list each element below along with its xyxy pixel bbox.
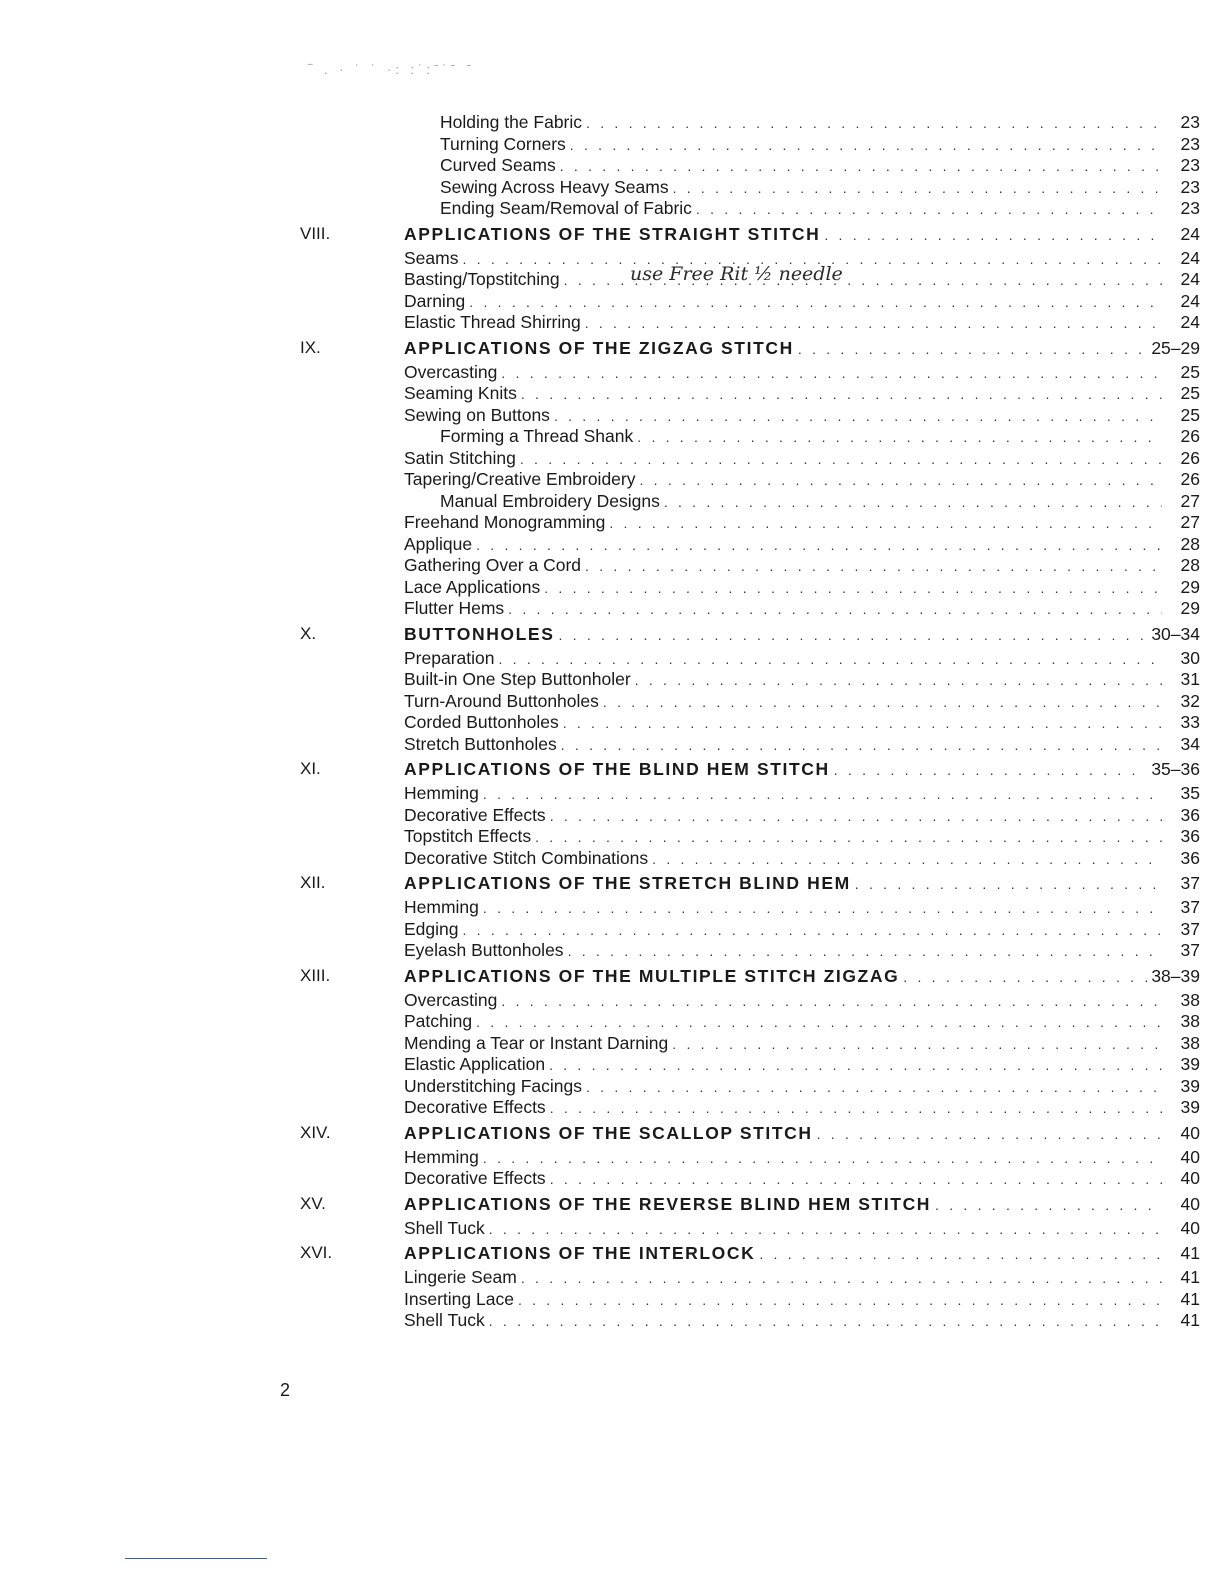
toc-entry-row <box>300 362 1200 384</box>
toc-entry-row <box>300 1076 1200 1098</box>
entry-label: Edging <box>404 918 459 939</box>
toc-entry-row <box>300 1168 1200 1190</box>
dot-leader <box>476 1014 1162 1030</box>
dot-leader <box>652 851 1162 867</box>
page-reference: 27 <box>1180 490 1200 511</box>
bottom-rule <box>125 1558 267 1559</box>
dot-leader <box>501 993 1162 1009</box>
toc-entry-row <box>300 383 1200 405</box>
dot-leader <box>563 715 1162 731</box>
entry-label: Shell Tuck <box>404 1310 485 1330</box>
section-numeral: XI. <box>300 759 321 778</box>
page-reference: 39 <box>1180 1075 1200 1096</box>
entry-label: Curved Seams <box>440 155 556 175</box>
page-reference: 35–36 <box>1151 759 1200 779</box>
handwritten-note: use Free Rit ½ needle <box>630 263 843 285</box>
page-reference: 41 <box>1180 1310 1200 1330</box>
page-reference: 27 <box>1180 512 1200 532</box>
page-reference: 36 <box>1180 826 1200 846</box>
entry-label: Decorative Effects <box>404 804 546 825</box>
entry-label: Elastic Thread Shirring <box>404 312 581 332</box>
dot-leader <box>508 601 1162 617</box>
dot-leader <box>483 900 1162 916</box>
section-title: APPLICATIONS OF THE INTERLOCK <box>404 1243 756 1263</box>
page-reference: 37 <box>1180 897 1200 917</box>
toc-entry-row <box>300 448 1200 470</box>
toc-entry-row <box>300 990 1200 1012</box>
entry-label: Overcasting <box>404 361 498 382</box>
section-numeral: XIV. <box>300 1122 331 1142</box>
entry-label: Holding the Fabric <box>440 112 583 132</box>
entry-label: Preparation <box>404 647 495 668</box>
toc-entry-row <box>300 134 1200 156</box>
section-title: APPLICATIONS OF THE SCALLOP STITCH <box>404 1122 813 1143</box>
entry-label: Flutter Hems <box>404 598 505 618</box>
toc-entry-row <box>300 648 1200 670</box>
entry-label: Tapering/Creative Embroidery <box>404 469 636 489</box>
dot-leader <box>609 515 1162 531</box>
dot-leader <box>483 1150 1162 1166</box>
section-title: APPLICATIONS OF THE STRAIGHT STITCH <box>404 223 821 244</box>
entry-label: Inserting Lace <box>404 1288 514 1309</box>
entry-label: Ending Seam/Removal of Fabric <box>440 198 692 218</box>
entry-label: Turn-Around Buttonholes <box>404 690 599 711</box>
page-reference: 38 <box>1180 989 1200 1010</box>
toc-section-row <box>300 873 1200 897</box>
section-numeral: XIII. <box>300 965 331 985</box>
toc-entry-row <box>300 1218 1200 1240</box>
page-reference: 28 <box>1180 533 1200 554</box>
page-reference: 24 <box>1180 269 1200 289</box>
entry-label: Overcasting <box>404 989 498 1010</box>
dot-leader <box>817 1126 1162 1142</box>
dot-leader <box>489 1313 1162 1329</box>
entry-label: Patching <box>404 1011 473 1031</box>
toc-entry-row <box>300 555 1200 577</box>
page-reference: 36 <box>1180 847 1200 868</box>
dot-leader <box>673 180 1162 196</box>
page-reference: 30 <box>1180 647 1200 668</box>
page-reference: 37 <box>1180 873 1200 893</box>
entry-label: Turning Corners <box>440 133 566 154</box>
dot-leader <box>476 537 1162 553</box>
toc-section-row <box>300 966 1200 990</box>
page-reference: 33 <box>1180 712 1200 732</box>
page-reference: 39 <box>1180 1054 1200 1074</box>
page-reference: 37 <box>1180 940 1200 960</box>
toc-entry-row <box>300 1011 1200 1033</box>
page-reference: 38 <box>1180 1032 1200 1053</box>
section-title: APPLICATIONS OF THE MULTIPLE STITCH ZIGZAG <box>404 965 900 986</box>
entry-label: Lace Applications <box>404 576 541 597</box>
page-reference: 26 <box>1180 426 1200 446</box>
dot-leader <box>603 694 1162 710</box>
section-title: APPLICATIONS OF THE BLIND HEM STITCH <box>404 759 830 779</box>
toc-entry-row <box>300 919 1200 941</box>
toc-entry-row <box>300 1097 1200 1119</box>
toc-entry-row <box>300 848 1200 870</box>
dot-leader <box>521 386 1162 402</box>
page-reference: 41 <box>1180 1267 1200 1287</box>
page-reference: 32 <box>1180 690 1200 711</box>
toc-section-row <box>300 1194 1200 1218</box>
toc-entry-row <box>300 155 1200 177</box>
toc-entry-row <box>300 1267 1200 1289</box>
page-reference: 37 <box>1180 918 1200 939</box>
dot-leader <box>935 1197 1162 1213</box>
toc-entry-row <box>300 669 1200 691</box>
dot-leader <box>585 315 1162 331</box>
page-reference: 25–29 <box>1151 337 1200 358</box>
page-reference: 31 <box>1180 669 1200 689</box>
toc-entry-row <box>300 1310 1200 1332</box>
toc-entry-row <box>300 1289 1200 1311</box>
page-reference: 40 <box>1180 1217 1200 1238</box>
toc-section-row <box>300 624 1200 648</box>
entry-label: Hemming <box>404 783 479 803</box>
dot-leader <box>664 494 1162 510</box>
toc-entry-row <box>300 198 1200 220</box>
dot-leader <box>568 943 1162 959</box>
page-reference: 41 <box>1180 1288 1200 1309</box>
page-reference: 40 <box>1180 1193 1200 1214</box>
dot-leader <box>635 672 1162 688</box>
section-numeral: X. <box>300 623 317 643</box>
toc-section-row <box>300 1243 1200 1267</box>
section-title: BUTTONHOLES <box>404 623 555 644</box>
toc-entry-row <box>300 691 1200 713</box>
page-reference: 23 <box>1180 133 1200 154</box>
entry-label: Darning <box>404 290 466 311</box>
dot-leader <box>560 158 1162 174</box>
entry-label: Lingerie Seam <box>404 1267 517 1287</box>
dot-leader <box>483 786 1162 802</box>
toc-entry-row <box>300 426 1200 448</box>
dot-leader <box>550 808 1162 824</box>
toc-entry-row <box>300 826 1200 848</box>
toc-entry-row <box>300 469 1200 491</box>
toc-section-row <box>300 1123 1200 1147</box>
toc-entry-row <box>300 177 1200 199</box>
page-reference: 40 <box>1180 1168 1200 1188</box>
entry-label: Hemming <box>404 897 479 917</box>
toc-entry-row <box>300 598 1200 620</box>
toc-entry-row <box>300 805 1200 827</box>
page-reference: 23 <box>1180 155 1200 175</box>
toc-entry-row <box>300 405 1200 427</box>
entry-label: Mending a Tear or Instant Darning <box>404 1032 669 1053</box>
entry-label: Elastic Application <box>404 1054 546 1074</box>
dot-leader <box>554 408 1162 424</box>
entry-label: Hemming <box>404 1146 479 1167</box>
toc-section-row <box>300 759 1200 783</box>
dot-leader <box>535 829 1162 845</box>
entry-label: Shell Tuck <box>404 1217 485 1238</box>
toc-entry-row <box>300 112 1200 134</box>
section-title: APPLICATIONS OF THE ZIGZAG STITCH <box>404 337 794 358</box>
entry-label: Sewing Across Heavy Seams <box>440 176 669 197</box>
section-numeral: XV. <box>300 1193 326 1213</box>
page-reference: 26 <box>1180 447 1200 468</box>
entry-label: Understitching Facings <box>404 1075 582 1096</box>
dot-leader <box>520 451 1162 467</box>
entry-label: Basting/Topstitching <box>404 269 560 289</box>
dot-leader <box>834 762 1148 778</box>
toc-entry-row <box>300 1054 1200 1076</box>
page-number: 2 <box>280 1380 291 1400</box>
entry-label: Stretch Buttonholes <box>404 733 557 754</box>
entry-label: Topstitch Effects <box>404 826 532 846</box>
dot-leader <box>824 227 1162 243</box>
page-reference: 25 <box>1180 404 1200 425</box>
dot-leader <box>550 1171 1162 1187</box>
dot-leader <box>469 294 1162 310</box>
table-of-contents <box>300 112 1200 1332</box>
section-title: APPLICATIONS OF THE STRETCH BLIND HEM <box>404 873 851 893</box>
page-reference: 25 <box>1180 383 1200 403</box>
dot-leader <box>585 558 1162 574</box>
entry-label: Manual Embroidery Designs <box>440 490 660 511</box>
page-reference: 40 <box>1180 1146 1200 1167</box>
page-reference: 23 <box>1180 198 1200 218</box>
page-reference: 39 <box>1180 1097 1200 1117</box>
toc-entry-row <box>300 783 1200 805</box>
dot-leader <box>798 341 1147 357</box>
dot-leader <box>672 1036 1162 1052</box>
dot-leader <box>640 472 1163 488</box>
section-numeral: XII. <box>300 873 326 892</box>
section-title: APPLICATIONS OF THE REVERSE BLIND HEM STITCH <box>404 1193 932 1214</box>
dot-leader <box>637 429 1162 445</box>
entry-label: Sewing on Buttons <box>404 404 550 425</box>
dot-leader <box>586 115 1162 131</box>
entry-label: Forming a Thread Shank <box>440 426 634 446</box>
entry-label: Freehand Monogramming <box>404 512 606 532</box>
section-numeral: IX. <box>300 337 321 357</box>
toc-entry-row <box>300 291 1200 313</box>
page-reference: 23 <box>1180 176 1200 197</box>
toc-entry-row <box>300 712 1200 734</box>
section-numeral: XVI. <box>300 1243 333 1262</box>
dot-leader <box>855 876 1162 892</box>
page-reference: 23 <box>1180 112 1200 132</box>
entry-label: Decorative Stitch Combinations <box>404 847 649 868</box>
dot-leader <box>518 1292 1162 1308</box>
entry-label: Eyelash Buttonholes <box>404 940 564 960</box>
page-reference: 28 <box>1180 555 1200 575</box>
page-reference: 41 <box>1180 1243 1200 1263</box>
dot-leader <box>759 1246 1162 1262</box>
page-reference: 24 <box>1180 312 1200 332</box>
dot-leader <box>463 922 1163 938</box>
toc-entry-row <box>300 512 1200 534</box>
page-reference: 40 <box>1180 1122 1200 1143</box>
page-reference: 34 <box>1180 733 1200 754</box>
toc-entry-row <box>300 897 1200 919</box>
page-reference: 24 <box>1180 223 1200 244</box>
dot-leader <box>498 651 1162 667</box>
dot-leader <box>489 1221 1162 1237</box>
dot-leader <box>561 737 1162 753</box>
entry-label: Decorative Effects <box>404 1097 546 1117</box>
dot-leader <box>903 969 1147 985</box>
toc-entry-row <box>300 1147 1200 1169</box>
toc-section-row <box>300 338 1200 362</box>
page-reference: 30–34 <box>1151 623 1200 644</box>
dot-leader <box>501 365 1162 381</box>
toc-entry-row <box>300 1033 1200 1055</box>
dot-leader <box>696 201 1162 217</box>
toc-entry-row <box>300 734 1200 756</box>
toc-entry-row <box>300 534 1200 556</box>
entry-label: Decorative Effects <box>404 1168 546 1188</box>
page-reference: 35 <box>1180 783 1200 803</box>
dot-leader <box>586 1079 1162 1095</box>
dot-leader <box>521 1270 1162 1286</box>
section-numeral: VIII. <box>300 223 331 243</box>
toc-entry-row <box>300 577 1200 599</box>
toc-entry-row <box>300 312 1200 334</box>
entry-label: Built-in One Step Buttonholer <box>404 669 631 689</box>
page-reference: 29 <box>1180 576 1200 597</box>
entry-label: Applique <box>404 533 473 554</box>
toc-section-row <box>300 224 1200 248</box>
entry-label: Satin Stitching <box>404 447 516 468</box>
dot-leader <box>544 580 1162 596</box>
scan-artifact: ‾ . · ˙ ˙ ·: :˙:ˉ˙ˉ ˉ <box>308 62 476 77</box>
dot-leader <box>570 137 1162 153</box>
dot-leader <box>550 1100 1162 1116</box>
entry-label: Seaming Knits <box>404 383 517 403</box>
page-reference: 36 <box>1180 804 1200 825</box>
page-reference: 24 <box>1180 247 1200 268</box>
entry-label: Gathering Over a Cord <box>404 555 582 575</box>
entry-label: Seams <box>404 247 459 268</box>
toc-entry-row <box>300 263 1200 291</box>
dot-leader <box>558 627 1147 643</box>
page-reference: 24 <box>1180 290 1200 311</box>
page-reference: 38–39 <box>1151 965 1200 986</box>
dot-leader <box>549 1057 1162 1073</box>
toc-entry-row <box>300 491 1200 513</box>
page-reference: 29 <box>1180 598 1200 618</box>
entry-label: Corded Buttonholes <box>404 712 559 732</box>
page-reference: 26 <box>1180 469 1200 489</box>
toc-entry-row <box>300 940 1200 962</box>
page-reference: 25 <box>1180 361 1200 382</box>
page-reference: 38 <box>1180 1011 1200 1031</box>
